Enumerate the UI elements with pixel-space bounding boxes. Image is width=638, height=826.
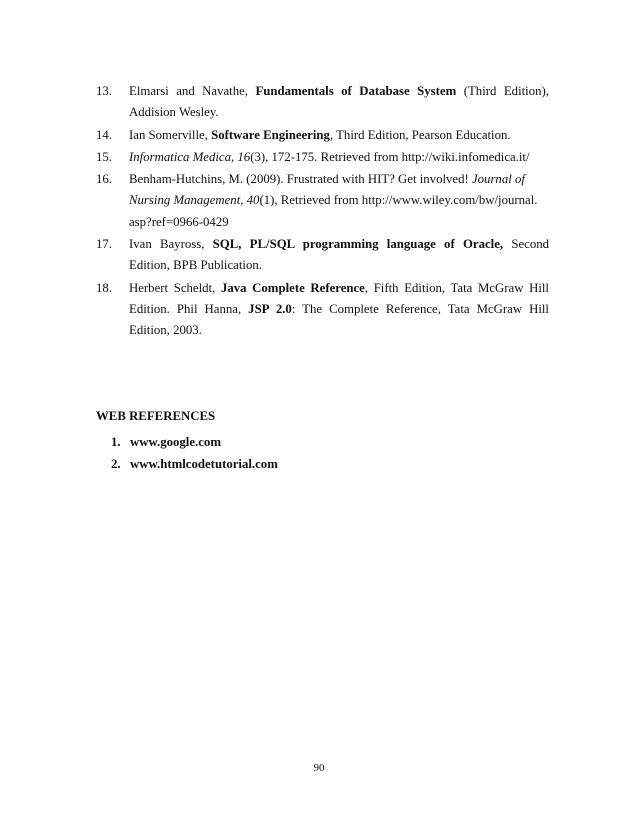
reference-journal: Journal of Nursing Management, 40 — [129, 172, 525, 208]
reference-number: 17. — [96, 237, 112, 252]
reference-item — [96, 169, 549, 233]
reference-title: Fundamentals of Database System — [255, 84, 457, 98]
list-item — [111, 454, 278, 476]
reference-title: Software Engineering — [211, 127, 330, 142]
list-item — [111, 432, 278, 454]
reference-text: Elmarsi and Navathe, Fundamentals of Database System (Third Edition), Addision Wesley. — [129, 84, 549, 120]
reference-item — [96, 234, 549, 277]
reference-title-2: JSP 2.0 — [248, 301, 292, 316]
reference-number: 16. — [96, 172, 112, 187]
web-references-list — [111, 432, 278, 475]
reference-number: 14. — [96, 127, 112, 142]
reference-item — [96, 81, 549, 124]
reference-number: 13. — [96, 84, 112, 98]
web-references-heading: WEB REFERENCES — [96, 409, 216, 423]
web-reference-number: 2. — [111, 456, 121, 471]
reference-list — [96, 81, 549, 343]
reference-text: Ivan Bayross, SQL, PL/SQL programming language of Oracle, Second Edition, BPB Publication. — [129, 237, 550, 273]
reference-title: Java Complete Reference — [220, 280, 365, 295]
web-reference-link: www.htmlcodetutorial.com — [130, 456, 278, 471]
page-number: 90 — [313, 762, 325, 774]
reference-number: 18. — [96, 280, 112, 295]
web-reference-link: www.google.com — [130, 435, 221, 449]
reference-volume: 16 — [237, 149, 251, 164]
reference-text: Benham-Hutchins, M. (2009). Frustrated with HIT? Get involved! Journal of Nursing Management, 40(1), Retrieved from http://www.wiley.com/bw/journal. asp?ref=0966-0429 — [129, 172, 538, 229]
reference-item — [96, 147, 549, 168]
reference-item — [96, 278, 549, 342]
web-reference-number: 1. — [111, 435, 121, 449]
reference-text: Herbert Scheldt, Java Complete Reference, Fifth Edition, Tata McGraw Hill Edition. Phil Hanna, JSP 2.0: The Complete Reference, Tata McGraw Hill Edition, 2003. — [129, 280, 549, 338]
reference-text: Ian Somerville, Software Engineering, Third Edition, Pearson Education. — [129, 127, 511, 142]
reference-number: 15. — [96, 149, 112, 164]
reference-title: SQL, PL/SQL programming language of Oracle, — [212, 237, 504, 252]
reference-journal: Informatica Medica — [129, 149, 231, 164]
reference-text: Informatica Medica, 16(3), 172-175. Retrieved from http://wiki.infomedica.it/ — [129, 149, 530, 164]
reference-item — [96, 125, 549, 146]
